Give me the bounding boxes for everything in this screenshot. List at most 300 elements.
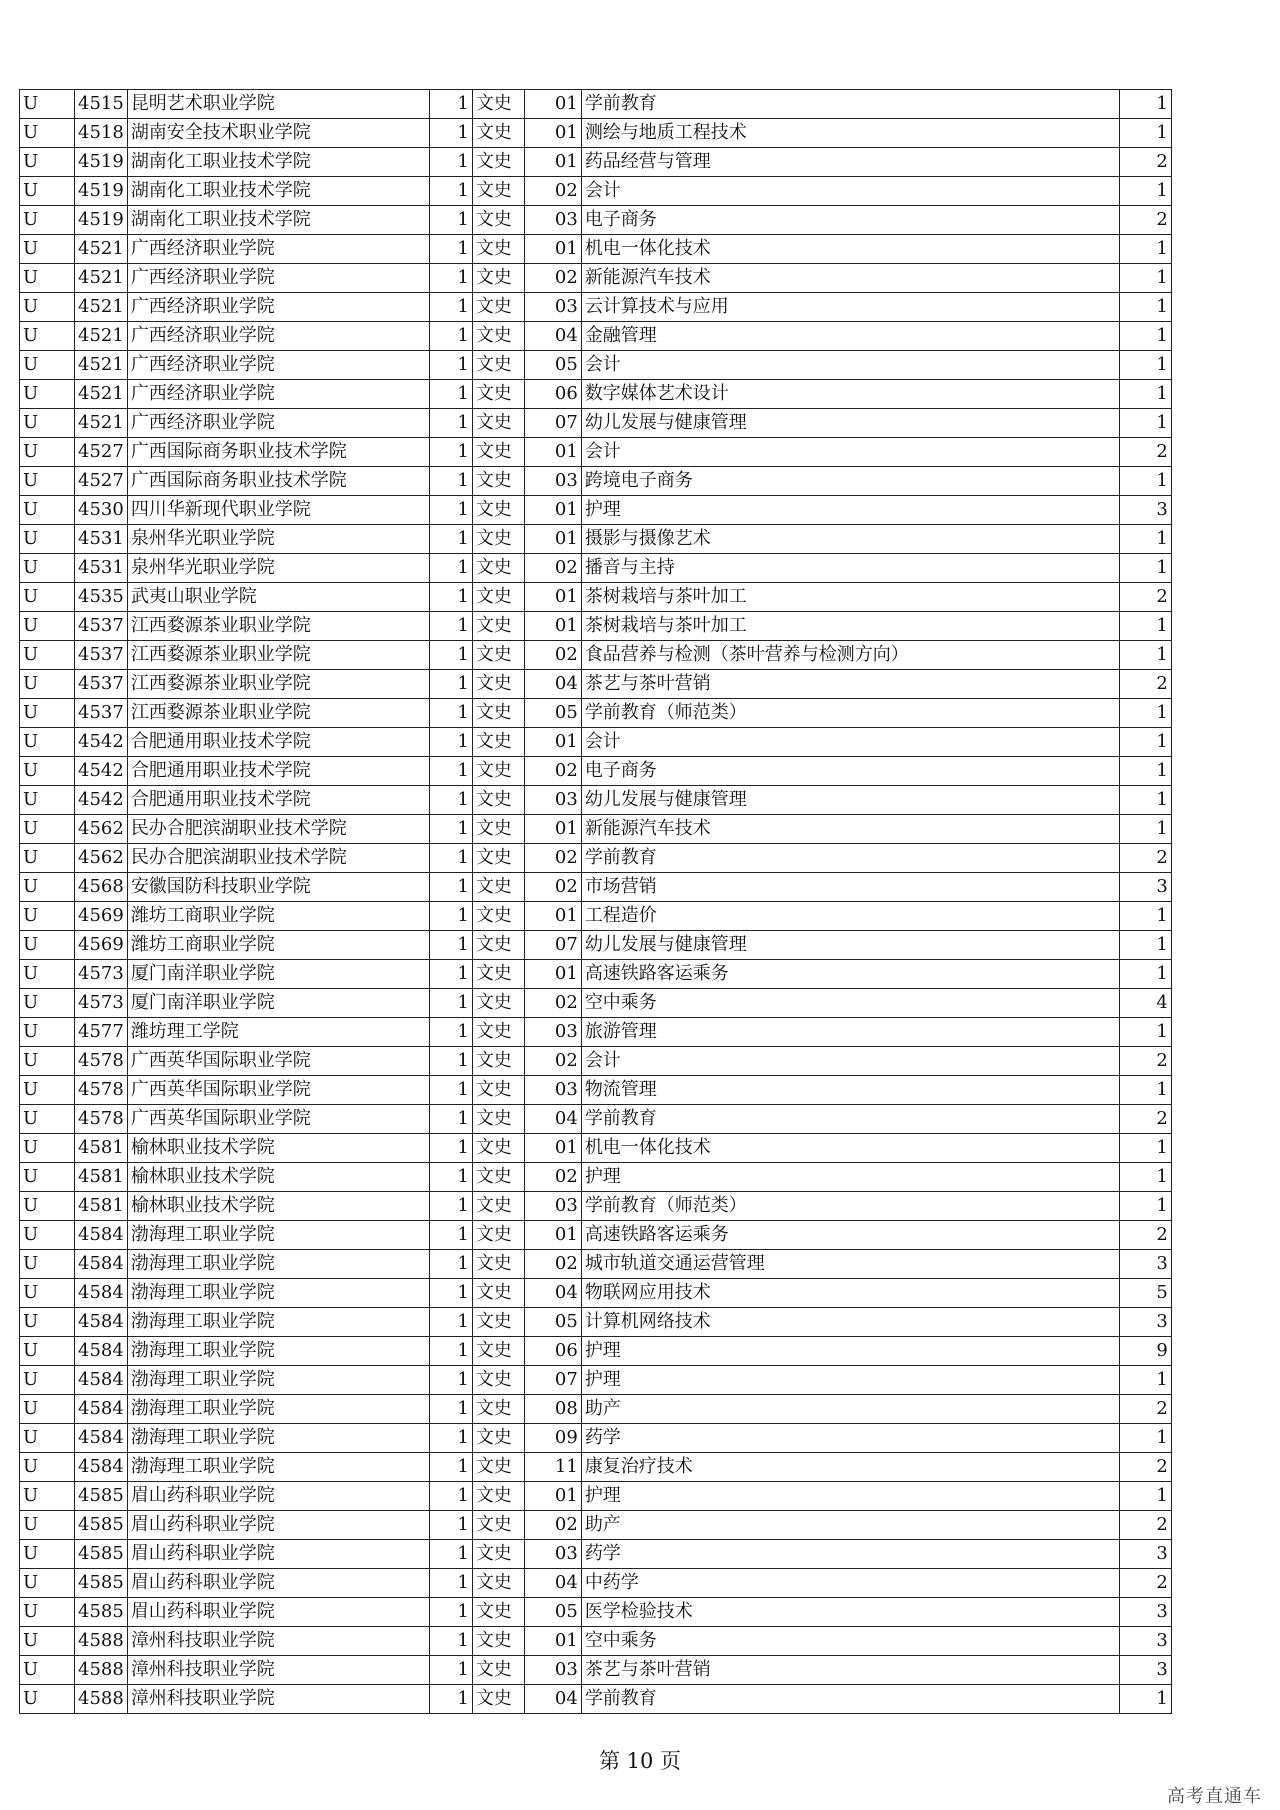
plan-count-cell: 3 — [1119, 1250, 1171, 1279]
major-name-cell: 物联网应用技术 — [581, 1279, 1119, 1308]
category-cell: 文史 — [472, 1598, 524, 1627]
school-code-cell: 4573 — [75, 960, 128, 989]
plan-count-cell: 2 — [1119, 1453, 1171, 1482]
school-name-cell: 湖南化工职业技术学院 — [127, 206, 429, 235]
major-name-cell: 空中乘务 — [581, 1627, 1119, 1656]
major-name-cell: 茶艺与茶叶营销 — [581, 670, 1119, 699]
table-row — [20, 1018, 1172, 1047]
major-code-cell: 03 — [524, 467, 581, 496]
school-count-cell: 1 — [429, 1424, 472, 1453]
major-name-cell: 物流管理 — [581, 1076, 1119, 1105]
category-cell: 文史 — [472, 1018, 524, 1047]
school-code-cell: 4562 — [75, 815, 128, 844]
table-row — [20, 1279, 1172, 1308]
batch-cell: U — [20, 1105, 75, 1134]
school-code-cell: 4584 — [75, 1279, 128, 1308]
school-name-cell: 渤海理工职业学院 — [127, 1250, 429, 1279]
batch-cell: U — [20, 293, 75, 322]
major-code-cell: 01 — [524, 583, 581, 612]
table-row — [20, 902, 1172, 931]
school-count-cell: 1 — [429, 119, 472, 148]
batch-cell: U — [20, 641, 75, 670]
plan-count-cell: 1 — [1119, 1685, 1171, 1714]
major-name-cell: 会计 — [581, 728, 1119, 757]
school-code-cell: 4562 — [75, 844, 128, 873]
plan-count-cell: 3 — [1119, 1540, 1171, 1569]
school-name-cell: 广西英华国际职业学院 — [127, 1047, 429, 1076]
table-row — [20, 322, 1172, 351]
major-code-cell: 03 — [524, 1018, 581, 1047]
school-code-cell: 4521 — [75, 409, 128, 438]
plan-count-cell: 3 — [1119, 1598, 1171, 1627]
school-name-cell: 广西经济职业学院 — [127, 409, 429, 438]
major-name-cell: 学前教育 — [581, 90, 1119, 119]
plan-count-cell: 1 — [1119, 525, 1171, 554]
school-count-cell: 1 — [429, 1366, 472, 1395]
plan-count-cell: 1 — [1119, 351, 1171, 380]
table-row — [20, 1047, 1172, 1076]
category-cell: 文史 — [472, 844, 524, 873]
plan-count-cell: 2 — [1119, 1569, 1171, 1598]
major-code-cell: 07 — [524, 931, 581, 960]
major-code-cell: 03 — [524, 293, 581, 322]
table-row — [20, 1627, 1172, 1656]
major-name-cell: 新能源汽车技术 — [581, 815, 1119, 844]
school-name-cell: 广西经济职业学院 — [127, 351, 429, 380]
school-name-cell: 眉山药科职业学院 — [127, 1482, 429, 1511]
major-name-cell: 中药学 — [581, 1569, 1119, 1598]
school-code-cell: 4585 — [75, 1598, 128, 1627]
category-cell: 文史 — [472, 525, 524, 554]
major-name-cell: 电子商务 — [581, 206, 1119, 235]
batch-cell: U — [20, 1366, 75, 1395]
major-name-cell: 学前教育（师范类） — [581, 1192, 1119, 1221]
school-name-cell: 湖南化工职业技术学院 — [127, 177, 429, 206]
category-cell: 文史 — [472, 1337, 524, 1366]
major-name-cell: 药品经营与管理 — [581, 148, 1119, 177]
plan-count-cell: 1 — [1119, 1018, 1171, 1047]
school-code-cell: 4584 — [75, 1424, 128, 1453]
plan-count-cell: 1 — [1119, 119, 1171, 148]
major-name-cell: 城市轨道交通运营管理 — [581, 1250, 1119, 1279]
school-count-cell: 1 — [429, 699, 472, 728]
school-count-cell: 1 — [429, 670, 472, 699]
school-count-cell: 1 — [429, 1279, 472, 1308]
major-name-cell: 跨境电子商务 — [581, 467, 1119, 496]
major-code-cell: 02 — [524, 989, 581, 1018]
school-count-cell: 1 — [429, 235, 472, 264]
plan-count-cell: 2 — [1119, 1511, 1171, 1540]
school-name-cell: 榆林职业技术学院 — [127, 1163, 429, 1192]
school-code-cell: 4578 — [75, 1105, 128, 1134]
major-name-cell: 会计 — [581, 351, 1119, 380]
batch-cell: U — [20, 351, 75, 380]
school-name-cell: 潍坊理工学院 — [127, 1018, 429, 1047]
batch-cell: U — [20, 1163, 75, 1192]
major-name-cell: 护理 — [581, 1163, 1119, 1192]
batch-cell: U — [20, 1540, 75, 1569]
major-name-cell: 护理 — [581, 1366, 1119, 1395]
plan-count-cell: 1 — [1119, 757, 1171, 786]
watermark-text: 高考直通车 — [1167, 1786, 1262, 1807]
plan-count-cell: 1 — [1119, 380, 1171, 409]
school-code-cell: 4588 — [75, 1627, 128, 1656]
table-row — [20, 1685, 1172, 1714]
school-count-cell: 1 — [429, 902, 472, 931]
major-name-cell: 电子商务 — [581, 757, 1119, 786]
batch-cell: U — [20, 612, 75, 641]
plan-count-cell: 2 — [1119, 583, 1171, 612]
major-name-cell: 市场营销 — [581, 873, 1119, 902]
major-code-cell: 07 — [524, 409, 581, 438]
batch-cell: U — [20, 1453, 75, 1482]
table-row — [20, 960, 1172, 989]
table-row — [20, 148, 1172, 177]
plan-count-cell: 3 — [1119, 1627, 1171, 1656]
school-count-cell: 1 — [429, 1540, 472, 1569]
school-code-cell: 4584 — [75, 1395, 128, 1424]
school-name-cell: 民办合肥滨湖职业技术学院 — [127, 815, 429, 844]
school-code-cell: 4585 — [75, 1540, 128, 1569]
plan-count-cell: 1 — [1119, 931, 1171, 960]
major-name-cell: 学前教育（师范类） — [581, 699, 1119, 728]
major-code-cell: 01 — [524, 1627, 581, 1656]
school-code-cell: 4584 — [75, 1221, 128, 1250]
batch-cell: U — [20, 438, 75, 467]
batch-cell: U — [20, 902, 75, 931]
category-cell: 文史 — [472, 322, 524, 351]
major-code-cell: 01 — [524, 525, 581, 554]
category-cell: 文史 — [472, 1308, 524, 1337]
category-cell: 文史 — [472, 206, 524, 235]
school-count-cell: 1 — [429, 1656, 472, 1685]
school-name-cell: 榆林职业技术学院 — [127, 1134, 429, 1163]
table-row — [20, 1076, 1172, 1105]
batch-cell: U — [20, 815, 75, 844]
category-cell: 文史 — [472, 699, 524, 728]
batch-cell: U — [20, 264, 75, 293]
school-count-cell: 1 — [429, 1627, 472, 1656]
batch-cell: U — [20, 699, 75, 728]
table-row — [20, 351, 1172, 380]
major-code-cell: 02 — [524, 1047, 581, 1076]
major-code-cell: 01 — [524, 148, 581, 177]
table-row — [20, 1192, 1172, 1221]
school-count-cell: 1 — [429, 1395, 472, 1424]
school-count-cell: 1 — [429, 583, 472, 612]
major-name-cell: 学前教育 — [581, 1105, 1119, 1134]
major-name-cell: 机电一体化技术 — [581, 1134, 1119, 1163]
category-cell: 文史 — [472, 1627, 524, 1656]
category-cell: 文史 — [472, 960, 524, 989]
school-name-cell: 渤海理工职业学院 — [127, 1395, 429, 1424]
school-name-cell: 江西婺源茶业职业学院 — [127, 670, 429, 699]
category-cell: 文史 — [472, 1047, 524, 1076]
major-name-cell: 学前教育 — [581, 844, 1119, 873]
school-count-cell: 1 — [429, 873, 472, 902]
major-name-cell: 机电一体化技术 — [581, 235, 1119, 264]
school-name-cell: 广西经济职业学院 — [127, 322, 429, 351]
school-code-cell: 4537 — [75, 612, 128, 641]
school-code-cell: 4584 — [75, 1453, 128, 1482]
table-row — [20, 989, 1172, 1018]
school-name-cell: 渤海理工职业学院 — [127, 1453, 429, 1482]
batch-cell: U — [20, 1047, 75, 1076]
major-name-cell: 工程造价 — [581, 902, 1119, 931]
batch-cell: U — [20, 1308, 75, 1337]
major-name-cell: 测绘与地质工程技术 — [581, 119, 1119, 148]
school-count-cell: 1 — [429, 177, 472, 206]
school-code-cell: 4581 — [75, 1192, 128, 1221]
table-row — [20, 1134, 1172, 1163]
batch-cell: U — [20, 670, 75, 699]
plan-count-cell: 1 — [1119, 612, 1171, 641]
school-count-cell: 1 — [429, 322, 472, 351]
major-code-cell: 01 — [524, 612, 581, 641]
batch-cell: U — [20, 322, 75, 351]
school-count-cell: 1 — [429, 409, 472, 438]
major-code-cell: 05 — [524, 699, 581, 728]
major-code-cell: 02 — [524, 554, 581, 583]
school-name-cell: 泉州华光职业学院 — [127, 525, 429, 554]
school-count-cell: 1 — [429, 496, 472, 525]
major-name-cell: 空中乘务 — [581, 989, 1119, 1018]
major-code-cell: 04 — [524, 322, 581, 351]
major-code-cell: 01 — [524, 960, 581, 989]
school-count-cell: 1 — [429, 1598, 472, 1627]
school-count-cell: 1 — [429, 844, 472, 873]
batch-cell: U — [20, 1685, 75, 1714]
major-code-cell: 02 — [524, 844, 581, 873]
batch-cell: U — [20, 1018, 75, 1047]
major-name-cell: 茶树栽培与茶叶加工 — [581, 612, 1119, 641]
table-row — [20, 1308, 1172, 1337]
plan-count-cell: 2 — [1119, 206, 1171, 235]
school-code-cell: 4537 — [75, 699, 128, 728]
school-name-cell: 渤海理工职业学院 — [127, 1221, 429, 1250]
category-cell: 文史 — [472, 1076, 524, 1105]
school-count-cell: 1 — [429, 351, 472, 380]
category-cell: 文史 — [472, 1511, 524, 1540]
page-number: 第 10 页 — [598, 1749, 682, 1773]
table-row — [20, 1221, 1172, 1250]
table-row — [20, 815, 1172, 844]
major-code-cell: 02 — [524, 873, 581, 902]
major-name-cell: 助产 — [581, 1395, 1119, 1424]
batch-cell: U — [20, 1627, 75, 1656]
school-name-cell: 漳州科技职业学院 — [127, 1656, 429, 1685]
table-row — [20, 1482, 1172, 1511]
batch-cell: U — [20, 90, 75, 119]
major-code-cell: 03 — [524, 1076, 581, 1105]
school-name-cell: 泉州华光职业学院 — [127, 554, 429, 583]
major-code-cell: 02 — [524, 177, 581, 206]
batch-cell: U — [20, 235, 75, 264]
table-row — [20, 1366, 1172, 1395]
school-count-cell: 1 — [429, 1105, 472, 1134]
major-code-cell: 01 — [524, 235, 581, 264]
school-code-cell: 4521 — [75, 322, 128, 351]
table-row — [20, 844, 1172, 873]
major-name-cell: 茶树栽培与茶叶加工 — [581, 583, 1119, 612]
batch-cell: U — [20, 409, 75, 438]
school-code-cell: 4518 — [75, 119, 128, 148]
major-name-cell: 会计 — [581, 438, 1119, 467]
major-name-cell: 数字媒体艺术设计 — [581, 380, 1119, 409]
plan-count-cell: 1 — [1119, 1482, 1171, 1511]
category-cell: 文史 — [472, 786, 524, 815]
school-count-cell: 1 — [429, 1047, 472, 1076]
category-cell: 文史 — [472, 90, 524, 119]
table-row — [20, 1395, 1172, 1424]
school-count-cell: 1 — [429, 380, 472, 409]
school-code-cell: 4578 — [75, 1047, 128, 1076]
school-code-cell: 4585 — [75, 1569, 128, 1598]
school-code-cell: 4521 — [75, 235, 128, 264]
school-name-cell: 广西经济职业学院 — [127, 293, 429, 322]
batch-cell: U — [20, 931, 75, 960]
major-code-cell: 01 — [524, 1482, 581, 1511]
plan-count-cell: 2 — [1119, 148, 1171, 177]
school-count-cell: 1 — [429, 1453, 472, 1482]
batch-cell: U — [20, 496, 75, 525]
major-code-cell: 08 — [524, 1395, 581, 1424]
school-count-cell: 1 — [429, 90, 472, 119]
major-name-cell: 高速铁路客运乘务 — [581, 1221, 1119, 1250]
major-name-cell: 摄影与摄像艺术 — [581, 525, 1119, 554]
plan-count-cell: 1 — [1119, 554, 1171, 583]
major-name-cell: 云计算技术与应用 — [581, 293, 1119, 322]
batch-cell: U — [20, 1511, 75, 1540]
major-name-cell: 药学 — [581, 1424, 1119, 1453]
table-row — [20, 293, 1172, 322]
school-code-cell: 4584 — [75, 1308, 128, 1337]
school-code-cell: 4588 — [75, 1656, 128, 1685]
category-cell: 文史 — [472, 1366, 524, 1395]
school-code-cell: 4581 — [75, 1134, 128, 1163]
school-name-cell: 合肥通用职业技术学院 — [127, 728, 429, 757]
batch-cell: U — [20, 467, 75, 496]
plan-count-cell: 1 — [1119, 177, 1171, 206]
category-cell: 文史 — [472, 1540, 524, 1569]
plan-count-cell: 2 — [1119, 1395, 1171, 1424]
school-code-cell: 4584 — [75, 1337, 128, 1366]
plan-count-cell: 1 — [1119, 467, 1171, 496]
school-name-cell: 江西婺源茶业职业学院 — [127, 641, 429, 670]
school-count-cell: 1 — [429, 206, 472, 235]
batch-cell: U — [20, 873, 75, 902]
school-count-cell: 1 — [429, 1163, 472, 1192]
major-name-cell: 幼儿发展与健康管理 — [581, 931, 1119, 960]
major-code-cell: 03 — [524, 1656, 581, 1685]
table-row — [20, 235, 1172, 264]
school-count-cell: 1 — [429, 1482, 472, 1511]
category-cell: 文史 — [472, 177, 524, 206]
batch-cell: U — [20, 1424, 75, 1453]
major-code-cell: 01 — [524, 438, 581, 467]
major-code-cell: 01 — [524, 728, 581, 757]
plan-count-cell: 1 — [1119, 728, 1171, 757]
major-code-cell: 01 — [524, 119, 581, 148]
school-code-cell: 4542 — [75, 757, 128, 786]
major-code-cell: 11 — [524, 1453, 581, 1482]
table-row — [20, 699, 1172, 728]
table-row — [20, 583, 1172, 612]
category-cell: 文史 — [472, 1105, 524, 1134]
batch-cell: U — [20, 1192, 75, 1221]
school-count-cell: 1 — [429, 1337, 472, 1366]
school-name-cell: 江西婺源茶业职业学院 — [127, 699, 429, 728]
enrollment-plan-table — [19, 89, 1172, 1714]
major-code-cell: 04 — [524, 1279, 581, 1308]
major-code-cell: 03 — [524, 1540, 581, 1569]
school-name-cell: 眉山药科职业学院 — [127, 1540, 429, 1569]
major-name-cell: 金融管理 — [581, 322, 1119, 351]
plan-count-cell: 3 — [1119, 496, 1171, 525]
school-code-cell: 4568 — [75, 873, 128, 902]
school-count-cell: 1 — [429, 989, 472, 1018]
major-name-cell: 食品营养与检测（茶叶营养与检测方向） — [581, 641, 1119, 670]
batch-cell: U — [20, 554, 75, 583]
batch-cell: U — [20, 380, 75, 409]
table-row — [20, 1540, 1172, 1569]
major-name-cell: 计算机网络技术 — [581, 1308, 1119, 1337]
school-count-cell: 1 — [429, 1076, 472, 1105]
table-row — [20, 554, 1172, 583]
category-cell: 文史 — [472, 902, 524, 931]
table-row — [20, 264, 1172, 293]
school-count-cell: 1 — [429, 1250, 472, 1279]
school-code-cell: 4581 — [75, 1163, 128, 1192]
school-count-cell: 1 — [429, 148, 472, 177]
plan-count-cell: 1 — [1119, 1076, 1171, 1105]
batch-cell: U — [20, 844, 75, 873]
category-cell: 文史 — [472, 931, 524, 960]
category-cell: 文史 — [472, 438, 524, 467]
batch-cell: U — [20, 1569, 75, 1598]
category-cell: 文史 — [472, 409, 524, 438]
table-row — [20, 380, 1172, 409]
batch-cell: U — [20, 1598, 75, 1627]
batch-cell: U — [20, 1337, 75, 1366]
plan-count-cell: 1 — [1119, 699, 1171, 728]
school-count-cell: 1 — [429, 1192, 472, 1221]
school-code-cell: 4527 — [75, 438, 128, 467]
school-name-cell: 潍坊工商职业学院 — [127, 902, 429, 931]
batch-cell: U — [20, 1656, 75, 1685]
school-code-cell: 4519 — [75, 206, 128, 235]
plan-count-cell: 1 — [1119, 1366, 1171, 1395]
major-name-cell: 茶艺与茶叶营销 — [581, 1656, 1119, 1685]
table-row — [20, 90, 1172, 119]
table-row — [20, 728, 1172, 757]
school-code-cell: 4569 — [75, 902, 128, 931]
school-count-cell: 1 — [429, 931, 472, 960]
table-row — [20, 409, 1172, 438]
school-name-cell: 眉山药科职业学院 — [127, 1511, 429, 1540]
category-cell: 文史 — [472, 1279, 524, 1308]
school-code-cell: 4588 — [75, 1685, 128, 1714]
plan-count-cell: 2 — [1119, 844, 1171, 873]
major-code-cell: 01 — [524, 902, 581, 931]
school-name-cell: 广西经济职业学院 — [127, 264, 429, 293]
school-name-cell: 江西婺源茶业职业学院 — [127, 612, 429, 641]
major-code-cell: 07 — [524, 1366, 581, 1395]
school-name-cell: 渤海理工职业学院 — [127, 1366, 429, 1395]
school-code-cell: 4521 — [75, 293, 128, 322]
batch-cell: U — [20, 1076, 75, 1105]
major-name-cell: 幼儿发展与健康管理 — [581, 786, 1119, 815]
